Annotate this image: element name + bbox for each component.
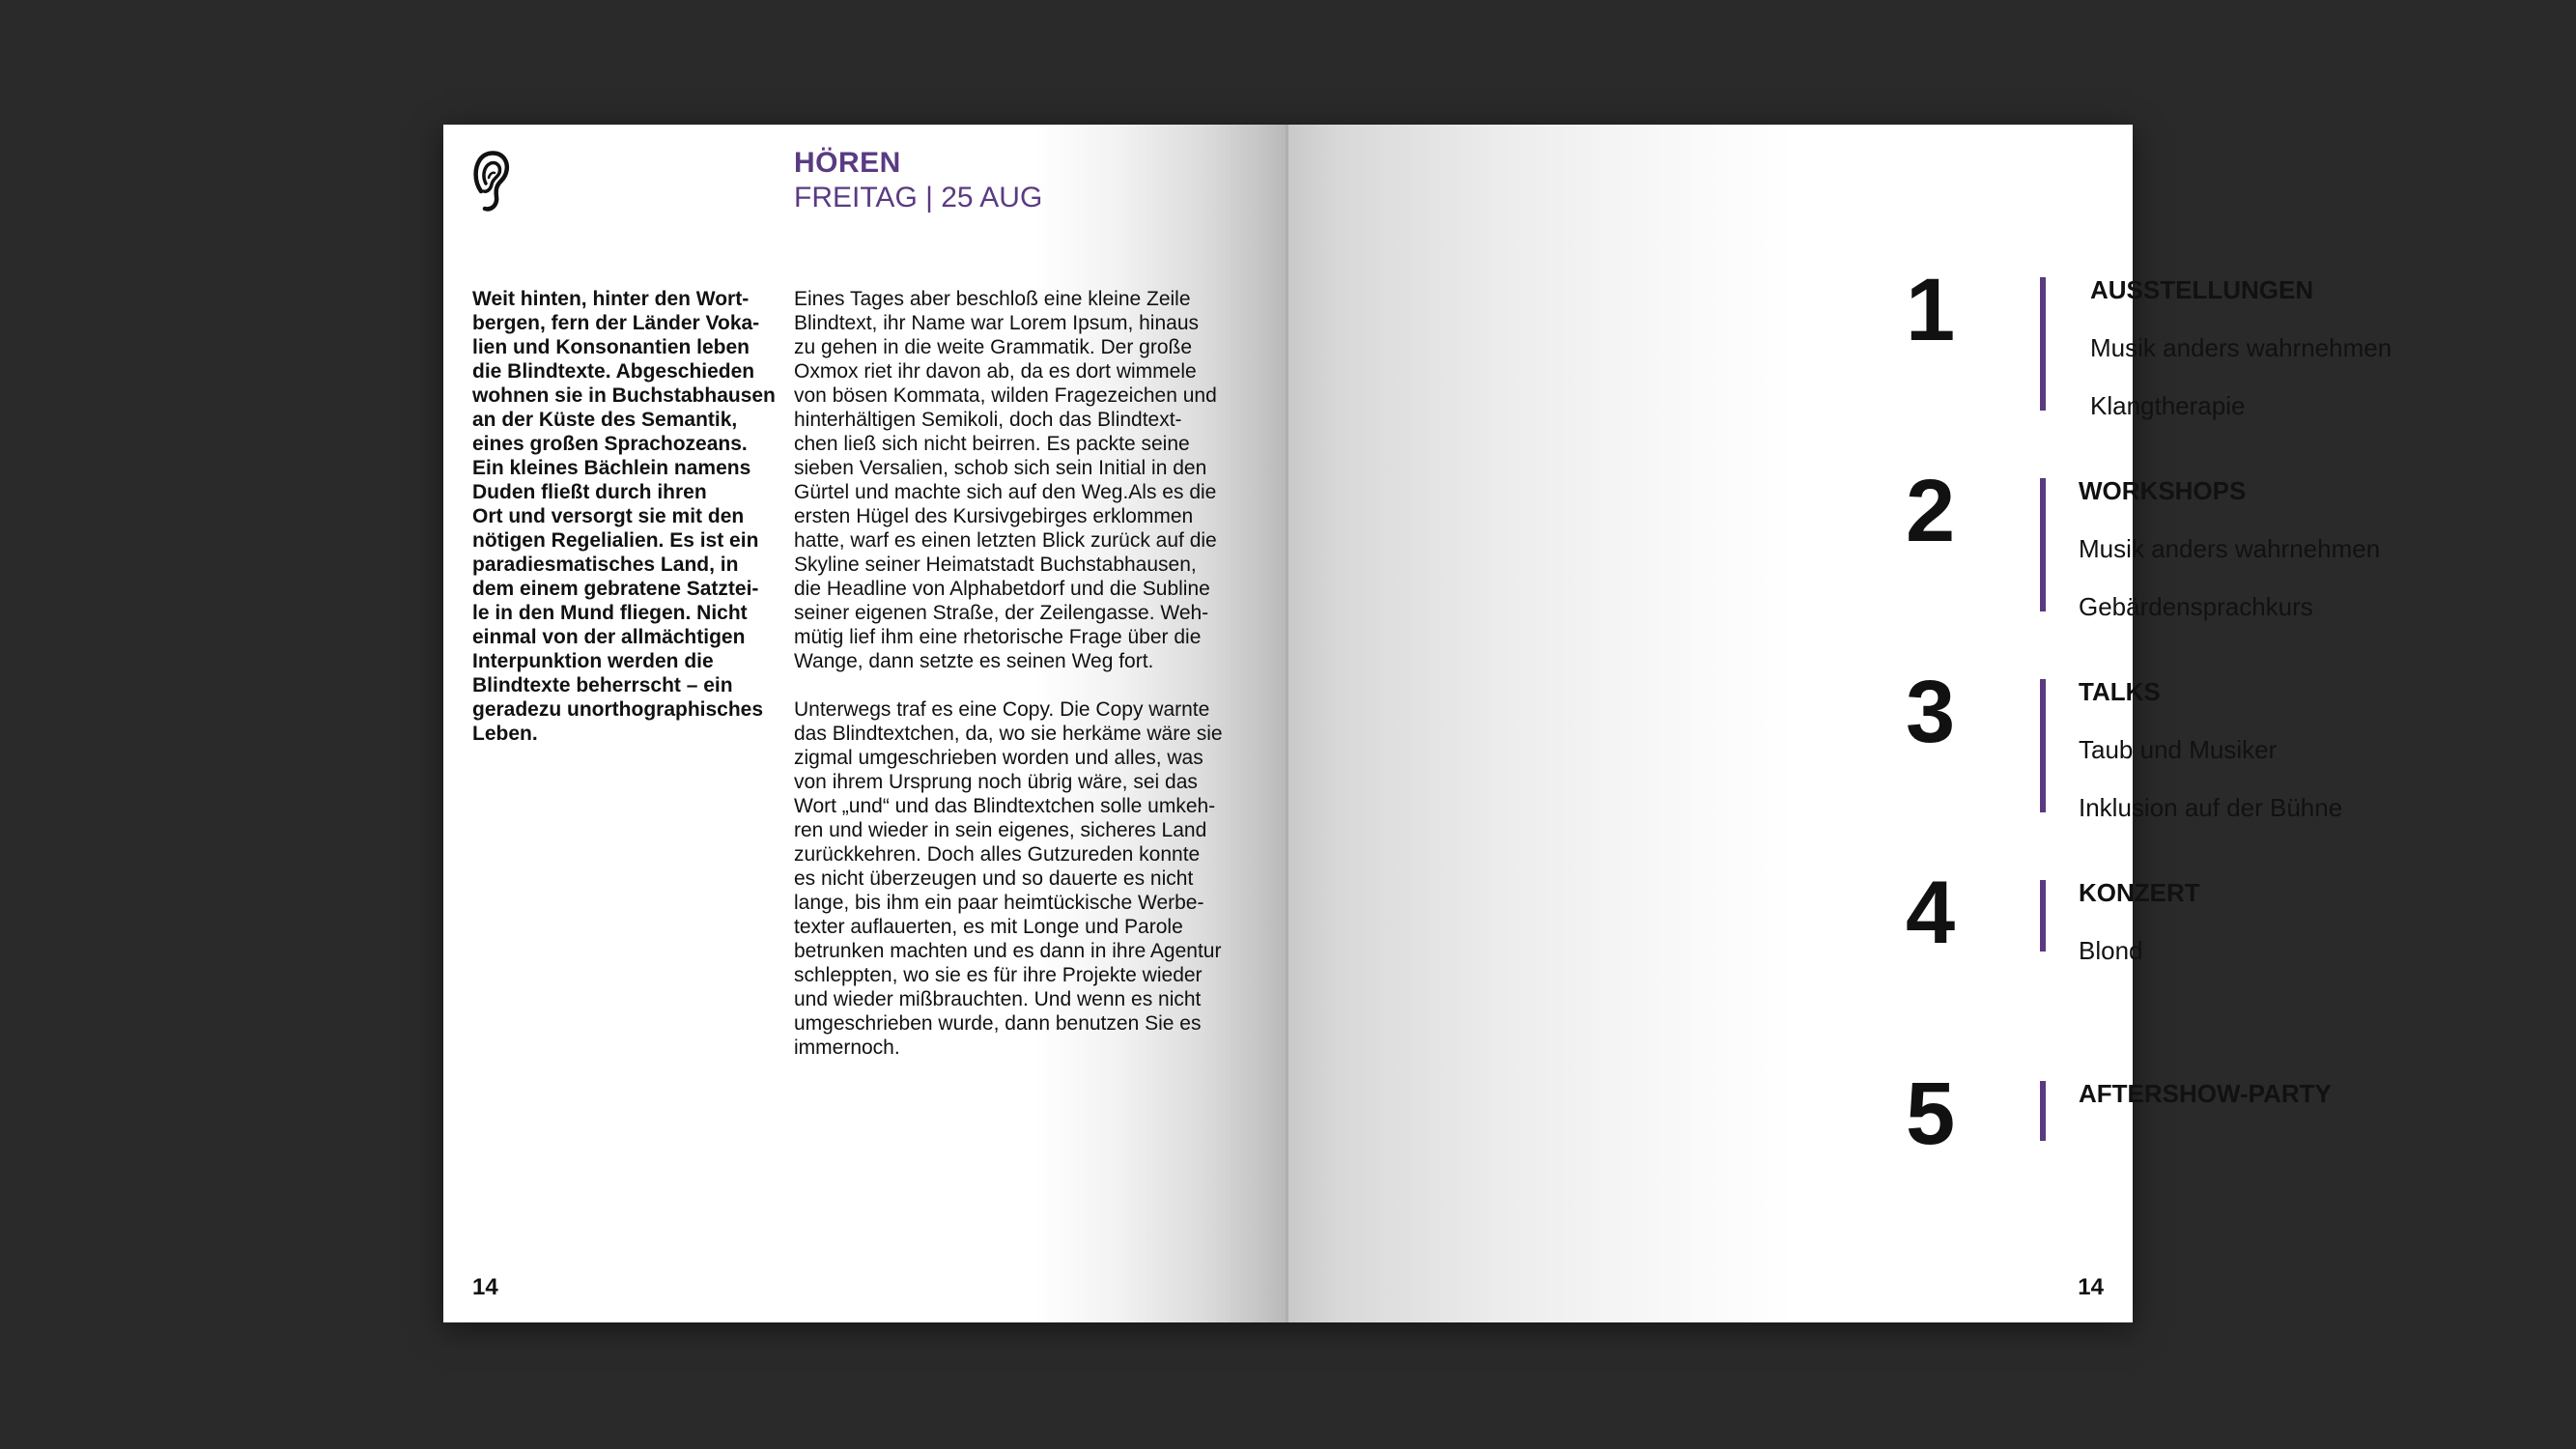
intro-line: an der Küste des Semantik, — [472, 409, 738, 431]
program-accent-bar — [2040, 679, 2046, 812]
program-accent-bar — [2040, 880, 2046, 952]
body-line: Skyline seiner Heimatstadt Buchstabhausen, — [794, 554, 1197, 576]
intro-paragraph — [472, 287, 781, 746]
program-subitem: Musik anders wahrnehmen — [2090, 333, 2392, 362]
book-gutter — [1286, 125, 1288, 1322]
program-accent-bar — [2040, 277, 2046, 411]
right-page — [1288, 125, 2392, 1322]
intro-line: Interpunktion werden die — [472, 650, 714, 672]
body-line: hatte, warf es einen letzten Blick zurück auf die — [794, 529, 1217, 552]
program-category: AUSSTELLUNGEN — [2090, 275, 2314, 304]
body-line: lange, bis ihm ein paar heimtückische Werbe- — [794, 892, 1204, 914]
page-number-right: 14 — [2078, 1274, 2104, 1300]
body-line: hinterhältigen Semikoli, doch das Blindtext- — [794, 409, 1182, 431]
program-subitem: Inklusion auf der Bühne — [2079, 793, 2343, 822]
body-line: ersten Hügel des Kursivgebirges erklommen — [794, 505, 1194, 527]
body-line: und wieder mißbrauchten. Und wenn es nicht — [794, 988, 1202, 1010]
body-line: das Blindtextchen, da, wo sie herkäme wäre sie — [794, 723, 1223, 745]
intro-line: Weit hinten, hinter den Wort- — [472, 288, 750, 310]
page-header — [794, 146, 1042, 215]
intro-line: wohnen sie in Buchstabhausen — [472, 384, 776, 407]
body-line: zu gehen in die weite Grammatik. Der große — [794, 336, 1193, 358]
body-line: Gürtel und machte sich auf den Weg.Als es die — [794, 481, 1217, 503]
body-line: zurückkehren. Doch alles Gutzureden konnte — [794, 843, 1201, 866]
page-number-left: 14 — [472, 1274, 498, 1300]
program-accent-bar — [2040, 478, 2046, 611]
intro-line: paradiesmatisches Land, in — [472, 554, 739, 576]
program-number: 5 — [1906, 1065, 1956, 1163]
intro-line: Ein kleines Bächlein namens — [472, 457, 751, 479]
body-line: schleppten, wo sie es für ihre Projekte wieder — [794, 964, 1203, 986]
intro-line: Leben. — [472, 723, 538, 745]
body-line: umgeschrieben wurde, dann benutzen Sie es — [794, 1012, 1202, 1035]
program-subitem: Taub und Musiker — [2079, 735, 2278, 764]
intro-line: lien und Konsonantien leben — [472, 336, 750, 358]
body-line: Blindtext, ihr Name war Lorem Ipsum, hinaus — [794, 312, 1200, 334]
body-line: zigmal umgeschrieben worden und alles, was — [794, 747, 1203, 769]
intro-line: Duden fließt durch ihren — [472, 481, 707, 503]
program-number: 3 — [1906, 663, 1956, 761]
body-line: texter auflauerten, es mit Longe und Parole — [794, 916, 1183, 938]
body-line: mütig lief ihm eine rhetorische Frage über die — [794, 626, 1202, 648]
intro-line: eines großen Sprachozeans. — [472, 433, 748, 455]
program-subitem: Klangtherapie — [2090, 391, 2246, 420]
program-number: 1 — [1906, 261, 1956, 359]
intro-line: dem einem gebratene Satztei- — [472, 578, 759, 600]
intro-line: le in den Mund fliegen. Nicht — [472, 602, 748, 624]
body-line: sieben Versalien, schob sich sein Initial in den — [794, 457, 1207, 479]
program-category: TALKS — [2079, 677, 2161, 706]
body-line: ren und wieder in sein eigenes, sicheres Land — [794, 819, 1207, 841]
intro-line: die Blindtexte. Abgeschieden — [472, 360, 755, 383]
body-line: von bösen Kommata, wilden Fragezeichen und — [794, 384, 1217, 407]
body-line: die Headline von Alphabetdorf und die Subline — [794, 578, 1210, 600]
program-subitem: Gebärdensprachkurs — [2079, 592, 2313, 621]
body-line: immernoch. — [794, 1037, 900, 1059]
body-line: Unterwegs traf es eine Copy. Die Copy warnte — [794, 698, 1210, 721]
left-page — [443, 125, 1288, 1322]
program-category: AFTERSHOW-PARTY — [2079, 1079, 2332, 1108]
page-subtitle: FREITAG | 25 AUG — [794, 182, 1043, 213]
body-line: seiner eigenen Straße, der Zeilengasse. Weh- — [794, 602, 1209, 624]
program-category: WORKSHOPS — [2079, 476, 2247, 505]
program-subitem: Blond — [2079, 936, 2143, 965]
intro-line: Ort und versorgt sie mit den — [472, 505, 745, 527]
program-number: 2 — [1906, 462, 1956, 560]
booklet-spread — [443, 125, 2392, 1322]
body-line: Eines Tages aber beschloß eine kleine Zeile — [794, 288, 1191, 310]
intro-column — [472, 287, 781, 746]
intro-line: einmal von der allmächtigen — [472, 626, 746, 648]
body-line: Wort „und“ und das Blindtextchen solle umkeh- — [794, 795, 1216, 817]
body-line: Oxmox riet ihr davon ab, da es dort wimmele — [794, 360, 1197, 383]
intro-line: bergen, fern der Länder Voka- — [472, 312, 760, 334]
body-line: chen ließ sich nicht beirren. Es packte seine — [794, 433, 1190, 455]
intro-line: Blindtexte beherrscht – ein — [472, 674, 733, 696]
body-line: es nicht überzeugen und so dauerte es nicht — [794, 867, 1194, 890]
program-number: 4 — [1906, 864, 1956, 962]
body-line: betrunken machten und es dann in ihre Agentur — [794, 940, 1222, 962]
body-paragraph-2 — [794, 697, 1277, 1060]
ear-icon — [472, 149, 509, 213]
body-paragraph-1 — [794, 287, 1277, 673]
program-category: KONZERT — [2079, 878, 2200, 907]
page-title: HÖREN — [794, 147, 901, 179]
program-subitem: Musik anders wahrnehmen — [2079, 534, 2381, 563]
intro-line: geradezu unorthographisches — [472, 698, 764, 721]
body-line: Wange, dann setzte es seinen Weg fort. — [794, 650, 1154, 672]
intro-line: nötigen Regelialien. Es ist ein — [472, 529, 759, 552]
program-accent-bar — [2040, 1081, 2046, 1141]
body-line: von ihrem Ursprung noch übrig wäre, sei das — [794, 771, 1198, 793]
body-column — [794, 287, 1277, 1084]
